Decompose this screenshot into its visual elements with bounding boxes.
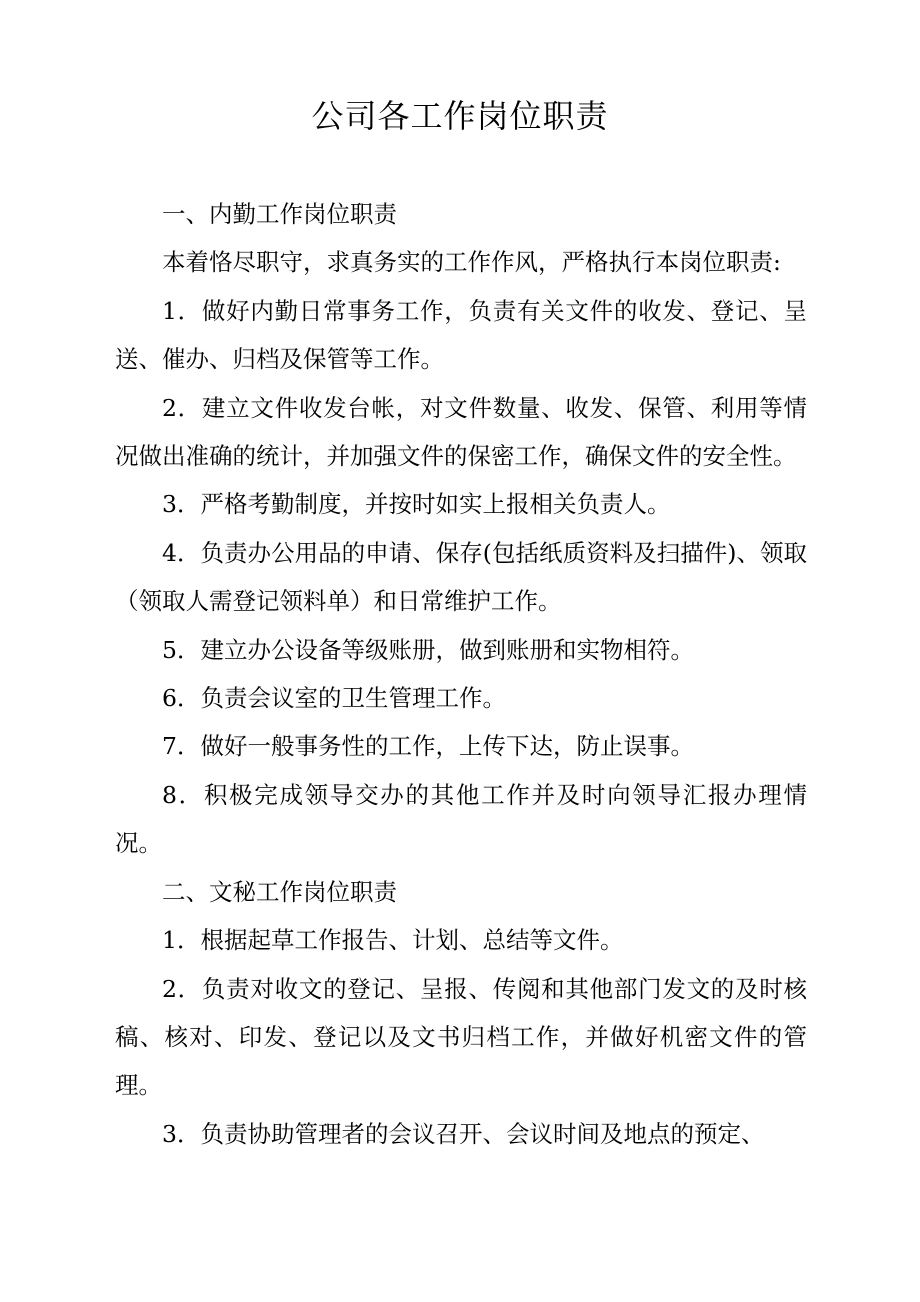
section-1-heading: 一、内勤工作岗位职责 xyxy=(162,200,397,228)
document-body xyxy=(115,190,807,1158)
section-1-item-1: 1．做好内勤日常事务工作，负责有关文件的收发、登记、呈送、催办、归档及保管等工作。 xyxy=(115,296,807,374)
section-1-item-3: 3．严格考勤制度，并按时如实上报相关负责人。 xyxy=(162,490,671,519)
section-1-item-7: 7．做好一般事务性的工作，上传下达，防止误事。 xyxy=(162,732,694,761)
section-2-heading: 二、文秘工作岗位职责 xyxy=(162,877,397,906)
document-title: 公司各工作岗位职责 xyxy=(311,97,609,135)
section-1-item-4: 4．负责办公用品的申请、保存(包括纸质资料及扫描件)、领取（领取人需登记领料单）和日常维护工作。 xyxy=(115,538,807,616)
section-2-item-1: 1．根据起草工作报告、计划、总结等文件。 xyxy=(162,926,624,955)
section-2-item-2: 2．负责对收文的登记、呈报、传阅和其他部门发文的及时核稿、核对、印发、登记以及文书归档工作，并做好机密文件的管理。 xyxy=(115,974,807,1100)
section-1-item-6: 6．负责会议室的卫生管理工作。 xyxy=(162,684,506,713)
section-2-item-3: 3．负责协助管理者的会议召开、会议时间及地点的预定、 xyxy=(162,1119,765,1148)
section-1-item-2: 2．建立文件收发台帐，对文件数量、收发、保管、利用等情况做出准确的统计，并加强文件的保密工作，确保文件的安全性。 xyxy=(115,393,807,471)
section-1-item-8: 8．积极完成领导交办的其他工作并及时向领导汇报办理情况。 xyxy=(115,780,807,858)
section-1-intro: 本着恪尽职守，求真务实的工作作风，严格执行本岗位职责: xyxy=(162,248,781,277)
section-1-item-5: 5．建立办公设备等级账册，做到账册和实物相符。 xyxy=(162,635,694,664)
